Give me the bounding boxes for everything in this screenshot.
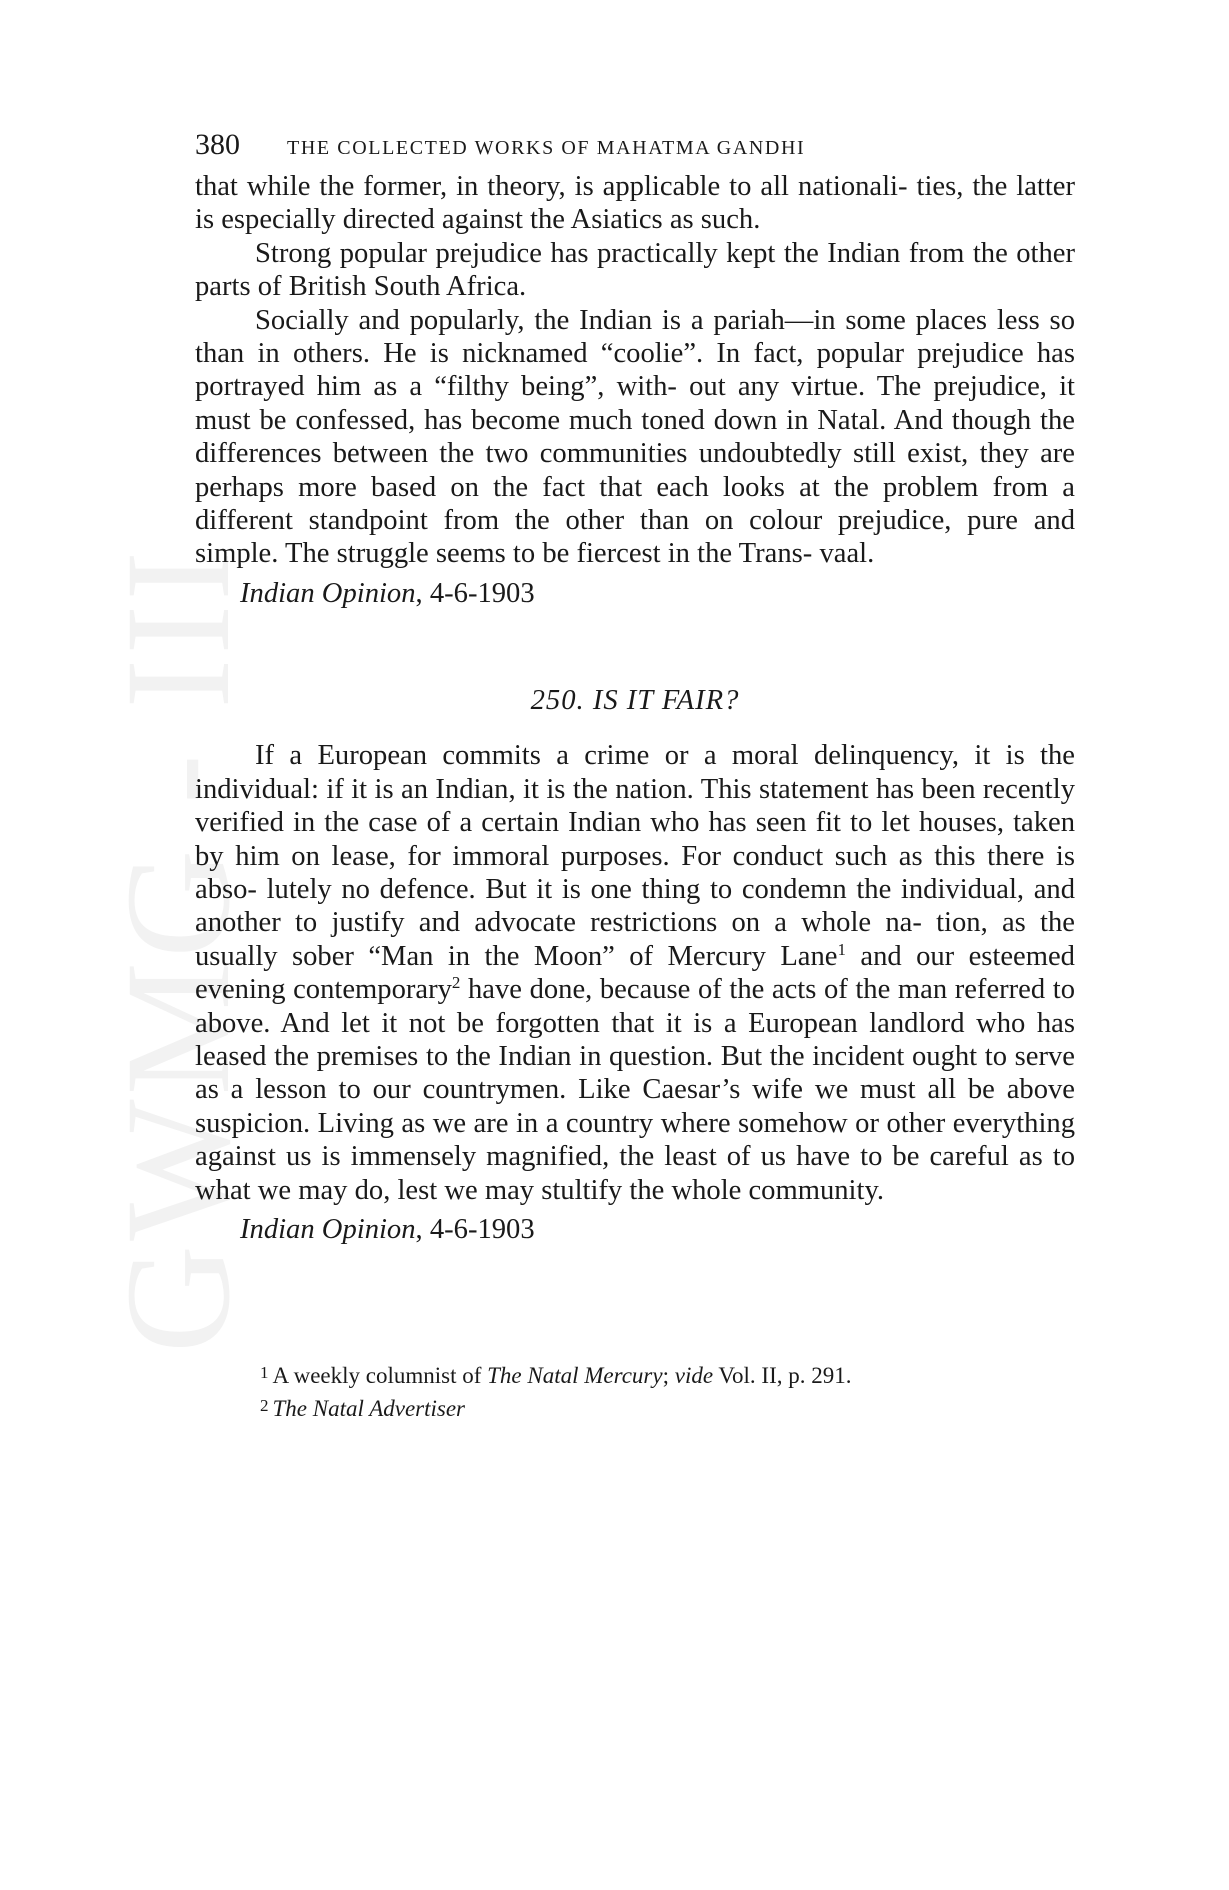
source-citation <box>240 577 1075 610</box>
page-content <box>195 128 1075 1424</box>
paragraph: that while the former, in theory, is applicable to all nationali- ties, the latter is especially directed against the Asiatics as such. <box>195 171 1075 236</box>
footnote-italic: The Natal Advertiser <box>272 1396 466 1422</box>
footnote <box>260 1391 1075 1424</box>
footnote <box>260 1358 1075 1391</box>
book-title: THE COLLECTED WORKS OF MAHATMA GANDHI <box>287 137 806 159</box>
footnote-italic: The Natal Mercury <box>487 1363 663 1389</box>
footnote-ref: 1 <box>837 939 846 959</box>
footnote-ref: 2 <box>451 973 461 993</box>
watermark-text: GWMG - III <box>95 546 261 1354</box>
article-body <box>195 739 1075 1246</box>
footnote-number: 1 <box>260 1363 269 1383</box>
footnote-number: 2 <box>260 1396 269 1416</box>
footnotes <box>260 1358 1075 1424</box>
article-title: 250. IS IT FAIR? <box>530 685 740 717</box>
source-paper: Indian Opinion <box>240 577 416 609</box>
body-text: and our esteemed evening contemporary <box>195 940 1075 1006</box>
footnote-italic: vide <box>674 1363 714 1389</box>
running-header <box>195 128 1075 168</box>
source-paper: Indian Opinion <box>240 1213 416 1245</box>
previous-article-continuation <box>195 170 1075 610</box>
footnote-text: A weekly columnist of <box>272 1363 488 1389</box>
page-number: 380 <box>195 128 240 161</box>
source-date: , 4-6-1903 <box>415 1213 535 1245</box>
source-date: , 4-6-1903 <box>415 577 535 609</box>
body-text: If a European commits a crime or a moral delinquency, it is the individual: if it is an Indian, it is the nation. This statement has been recently verified in the case of a certain Indian who has seen fit to let houses, taken by him on lease, for immoral purposes. For conduct such as this there is abso- lutely no defence. But it is one thing to condemn the individual, and another to justify and advocate restrictions on a whole na- tion, as the usually sober “Man in the Moon” of Mercury Lane <box>195 740 1075 972</box>
paragraph: Strong popular prejudice has practically kept the Indian from the other parts of British South Africa. <box>195 237 1075 303</box>
paragraph: Socially and popularly, the Indian is a pariah—in some places less so than in others. He is nicknamed “coolie”. In fact, popular prejudice has portrayed him as a “filthy being”, with- out any virtue. The prejudice, it must be confessed, has become much toned down in Natal. And though the differences between the two communities undoubtedly still exist, they are perhaps more based on the fact that each looks at the problem from a different standpoint from the other than on colour prejudice, pure and simple. The struggle seems to be fiercest in the Trans- vaal. <box>195 304 1075 570</box>
footnote-text: Vol. II, p. 291. <box>713 1363 852 1389</box>
paragraph <box>195 739 1075 1207</box>
footnote-text: ; <box>662 1363 675 1389</box>
body-text: have done, because of the acts of the man referred to above. And let it not be forgotten that it is a European landlord who has leased the premises to the Indian in question. But the incident ought to serve as a lesson to our countrymen. Like Caesar’s wife we must all be above suspicion. Living as we are in a country where somehow or other everything against us is immensely magnified, the least of us have to be careful as to what we may do, lest we may stultify the whole community. <box>195 974 1076 1206</box>
source-citation <box>240 1213 1075 1246</box>
